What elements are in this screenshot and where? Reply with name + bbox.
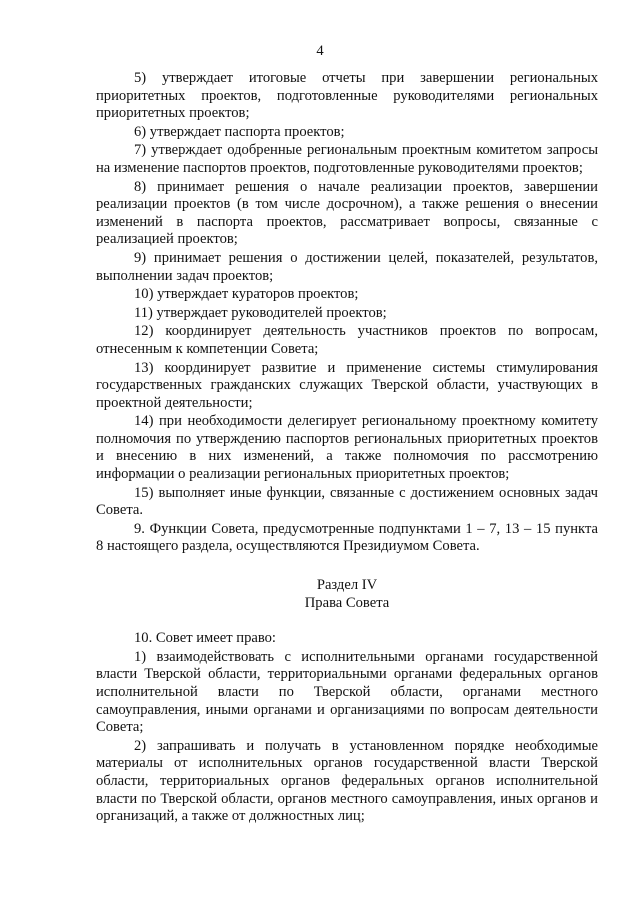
paragraph-item-10: 10) утверждает кураторов проектов;	[134, 286, 359, 303]
paragraph-right-1: 1) взаимодействовать с исполнительными органами государственной власти Тверской области, территориальными органами федеральных органов исполнительной власти по Тверской области, органами местного самоуправления, иными органами и организациями по вопросам деятельности Совета;	[96, 648, 598, 736]
page-number: 4	[316, 43, 324, 59]
paragraph-item-12: 12) координирует деятельность участников проектов по вопросам, отнесенным к компетенции Совета;	[96, 323, 598, 357]
paragraph-clause-9: 9. Функции Совета, предусмотренные подпунктами 1 – 7, 13 – 15 пункта 8 настоящего раздела, осуществляются Президиумом Совета.	[96, 520, 598, 555]
section-title: Права Совета	[304, 594, 390, 611]
paragraph-item-14: 14) при необходимости делегирует региональному проектному комитету полномочия по утверждению паспортов региональных приоритетных проектов и внесению в них изменений, а также полномочия по рассмотрению информации о реализации региональных приоритетных проектов;	[96, 413, 598, 483]
paragraph-item-7: 7) утверждает одобренные региональным проектным комитетом запросы на изменение паспортов проектов, подготовленные руководителями проектов;	[96, 142, 598, 176]
paragraph-item-8: 8) принимает решения о начале реализации проектов, завершении реализации проектов (в том числе досрочном), а также решения о внесении изменений в паспорта проектов, рассматривает вопросы, связанные с реализацией проектов;	[96, 178, 598, 248]
paragraph-item-15: 15) выполняет иные функции, связанные с достижением основных задач Совета.	[96, 484, 598, 519]
paragraph-item-13: 13) координирует развитие и применение системы стимулирования государственных гражданских служащих Тверской области, участвующих в проектной деятельности;	[96, 359, 598, 411]
paragraph-item-5: 5) утверждает итоговые отчеты при завершении региональных приоритетных проектов, подготовленные руководителями региональных приоритетных проектов;	[96, 70, 598, 122]
paragraph-item-6: 6) утверждает паспорта проектов;	[134, 123, 345, 140]
paragraph-right-2: 2) запрашивать и получать в установленном порядке необходимые материалы от исполнительных органов государственной власти Тверской области, территориальных органов федеральных органов исполнительной власти по Тверской области, органов местного самоуправления, иных органов и организаций, а также от должностных лиц;	[96, 737, 598, 825]
paragraph-item-9: 9) принимает решения о достижении целей, показателей, результатов, выполнении задач проектов;	[96, 249, 598, 284]
paragraph-clause-10: 10. Совет имеет право:	[134, 630, 276, 647]
paragraph-item-11: 11) утверждает руководителей проектов;	[134, 304, 387, 321]
section-number: Раздел IV	[316, 577, 378, 594]
document-body	[96, 70, 598, 827]
